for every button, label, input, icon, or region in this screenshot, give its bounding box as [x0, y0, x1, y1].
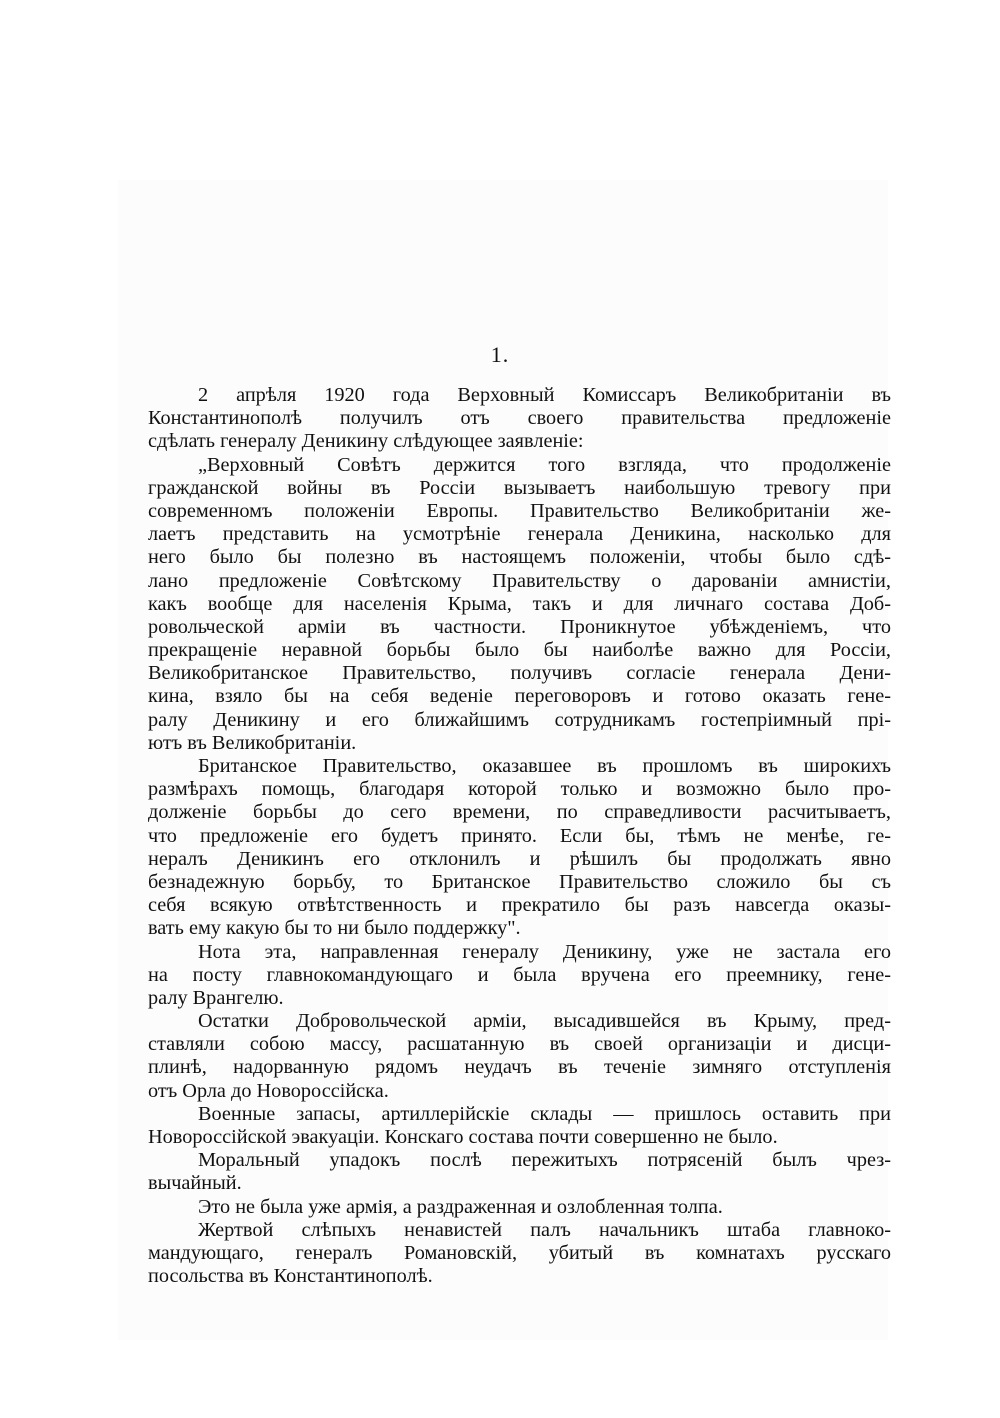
text-line: нералъ Деникинъ его отклонилъ и рѣшилъ бы продолжать явно [148, 847, 891, 870]
text-line: лаетъ представить на усмотрѣніе генерала Деникина, насколько для [148, 523, 891, 546]
text-line: вать ему какую бы то ни было поддержку". [148, 917, 521, 940]
text-line: гражданской войны въ Россіи вызываетъ наибольшую тревогу при [148, 476, 891, 499]
text-line: плинѣ, надорванную рядомъ неудачъ въ теченіе зимняго отступленія [148, 1056, 891, 1079]
text-line: мандующаго, генералъ Романовскій, убитый въ комнатахъ русскаго [148, 1241, 891, 1264]
text-line: Военные запасы, артиллерійскіе склады — пришлось оставить при [198, 1102, 891, 1125]
text-line: Великобританское Правительство, получивъ согласіе генерала Дени- [148, 662, 891, 685]
text-line: ралу Врангелю. [148, 986, 284, 1009]
text-line: размѣрахъ помощь, благодаря которой только и возможно было про- [148, 778, 891, 801]
text-line: кина, взяло бы на себя веденіе переговоровъ и готово оказать гене- [148, 685, 891, 708]
text-line: безнадежную борьбу, то Британское Правительство сложило бы съ [148, 870, 891, 893]
text-line: ралу Деникину и его ближайшимъ сотрудникамъ гостепріимный прі- [148, 708, 891, 731]
text-line: ставляли собою массу, расшатанную въ своей организаціи и дисци- [148, 1033, 891, 1056]
text-line: долженіе борьбы до сего времени, по справедливости расчитываетъ, [148, 801, 891, 824]
text-line: прекращеніе неравной борьбы было бы наиболѣе важно для Россіи, [148, 639, 891, 662]
text-line: что предложеніе его будетъ принято. Если бы, тѣмъ не менѣе, ге- [148, 824, 891, 847]
text-line: 2 апрѣля 1920 года Верховный Комиссаръ Великобританіи въ [198, 384, 891, 406]
text-line: Остатки Добровольческой арміи, высадившейся въ Крыму, пред- [198, 1010, 891, 1033]
text-line: отъ Орла до Новороссійска. [148, 1079, 389, 1102]
text-line: современномъ положеніи Европы. Правительство Великобританіи же- [148, 499, 891, 522]
text-line: него было бы полезно въ настоящемъ положеніи, чтобы было сдѣ- [148, 546, 891, 569]
text-line: вычайный. [148, 1172, 242, 1195]
text-line: на посту главнокомандующаго и была вручена его преемнику, гене- [148, 963, 891, 986]
text-line: себя всякую отвѣтственность и прекратило бы разъ навсегда оказы- [148, 894, 891, 917]
text-line: Жертвой слѣпыхъ ненавистей палъ начальникъ штаба главноко- [198, 1218, 891, 1241]
text-line: лано предложеніе Совѣтскому Правительству о дарованіи амнистіи, [148, 569, 891, 592]
text-line: Новороссійской эвакуаціи. Конскаго состава почти совершенно не было. [148, 1126, 778, 1148]
text-line: Моральный упадокъ послѣ пережитыхъ потрясеній былъ чрез- [198, 1149, 891, 1172]
text-line: Нота эта, направленная генералу Деникину, уже не застала его [198, 940, 891, 963]
text-line: Британское Правительство, оказавшее въ прошломъ въ широкихъ [198, 755, 891, 777]
text-line: сдѣлать генералу Деникину слѣдующее заявленіе: [148, 430, 584, 453]
chapter-number: 1. [490, 342, 510, 367]
text-line: посольства въ Константинополѣ. [148, 1265, 433, 1288]
text-line: „Верховный Совѣтъ держится того взгляда, что продолженіе [198, 453, 891, 476]
text-line: ровольческой арміи въ частности. Проникнутое убѣжденіемъ, что [148, 615, 891, 638]
body-text [148, 384, 891, 1288]
text-line: Это не была уже армія, а раздраженная и озлобленная толпа. [198, 1195, 723, 1218]
text-line: какъ вообще для населенія Крыма, такъ и для личнаго состава Доб- [148, 592, 891, 615]
text-line: ютъ въ Великобританіи. [148, 731, 357, 754]
text-line: Константинополѣ получилъ отъ своего правительства предложеніе [148, 407, 891, 430]
